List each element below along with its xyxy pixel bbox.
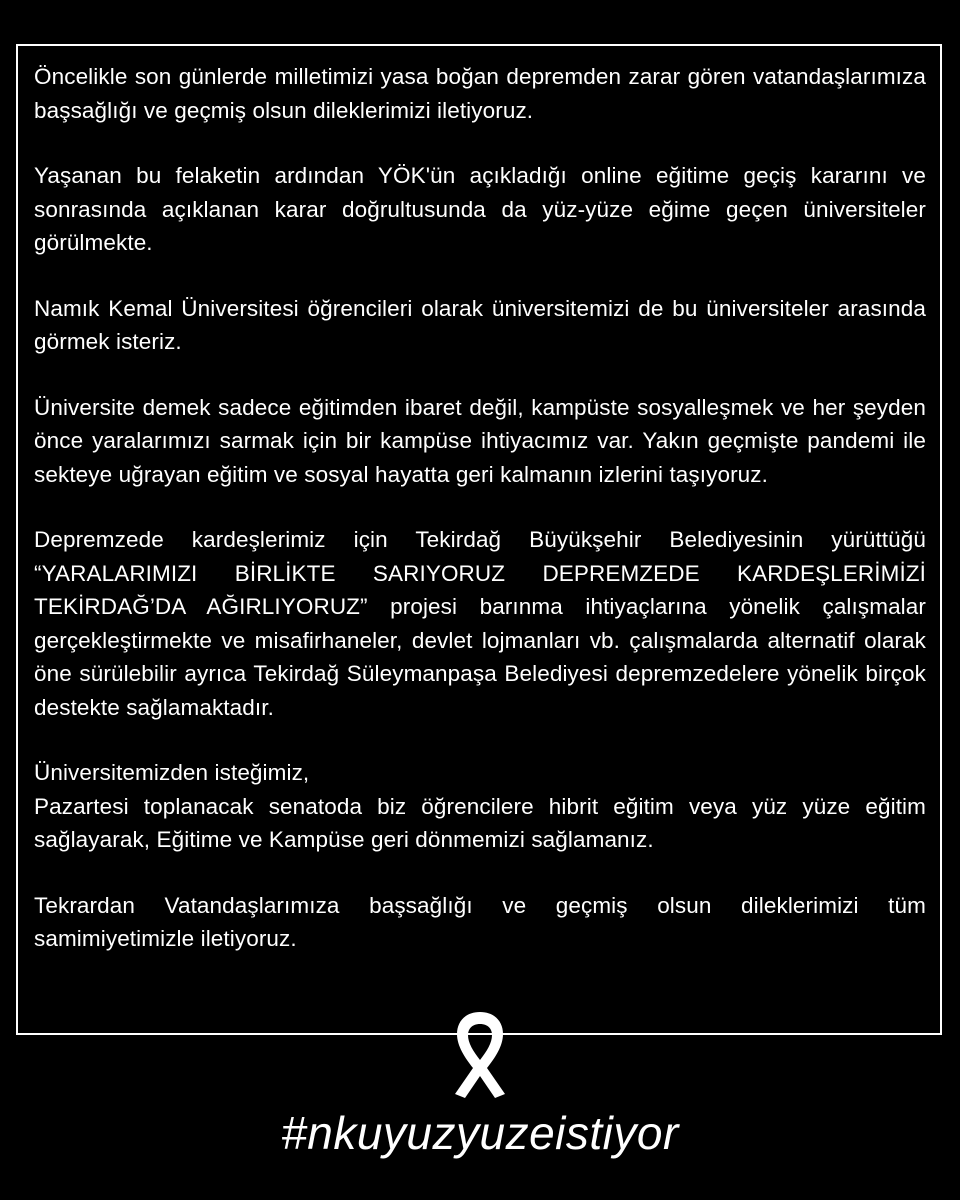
- request-intro: Üniversitemizden isteğimiz,: [34, 760, 310, 785]
- paragraph-yok-decision: Yaşanan bu felaketin ardından YÖK'ün açıkladığı online eğitime geçiş kararını ve sonrasında açıklanan karar doğrultusunda da yüz-yüze eğime geçen üniversiteler görülmekte.: [34, 163, 926, 255]
- paragraph-nku-wish: Namık Kemal Üniversitesi öğrencileri olarak üniversitemizi de bu üniversiteler arasında görmek isteriz.: [34, 295, 926, 354]
- paragraph-housing-project: Depremzede kardeşlerimiz için Tekirdağ Büyükşehir Belediyesinin yürüttüğü “YARALARIMIZI BİRLİKTE SARIYORUZ DEPREMZEDE KARDEŞLERİMİZİ TEKİRDAĞ’DA AĞIRLIYORUZ” projesi barınma ihtiyaçlarına yönelik çalışmalar gerçekleştirmekte ve misafirhaneler, devlet lojmanları vb. çalışmalarda alternatif olarak öne sürülebilir ayrıca Tekirdağ Süleymanpaşa Belediyesi depremzedelere yönelik birçok destekte sağlamaktadır.: [34, 527, 926, 720]
- paragraph-condolence: Öncelikle son günlerde milletimizi yasa boğan depremden zarar gören vatandaşlarımıza başsağlığı ve geçmiş olsun dileklerimizi iletiyoruz.: [34, 64, 926, 123]
- statement-body: [34, 60, 926, 956]
- request-body: Pazartesi toplanacak senatoda biz öğrencilere hibrit eğitim veya yüz yüze eğitim sağlayarak, Eğitime ve Kampüse geri dönmemizi sağlamanız.: [34, 793, 926, 852]
- campaign-hashtag: #nkuyuzyuzeistiyor: [281, 1107, 679, 1159]
- awareness-ribbon-icon: [445, 1008, 515, 1100]
- paragraph-university-meaning: Üniversite demek sadece eğitimden ibaret değil, kampüste sosyalleşmek ve her şeyden önce yaralarımızı sarmak için bir kampüse ihtiyacımız var. Yakın geçmişte pandemi ile sekteye uğrayan eğitim ve sosyal hayatta geri kalmanın izlerini taşıyoruz.: [34, 394, 926, 487]
- paragraph-request: [34, 756, 926, 857]
- paragraph-closing: Tekrardan Vatandaşlarımıza başsağlığı ve geçmiş olsun dileklerimizi tüm samimiyetimizle iletiyoruz.: [34, 892, 926, 951]
